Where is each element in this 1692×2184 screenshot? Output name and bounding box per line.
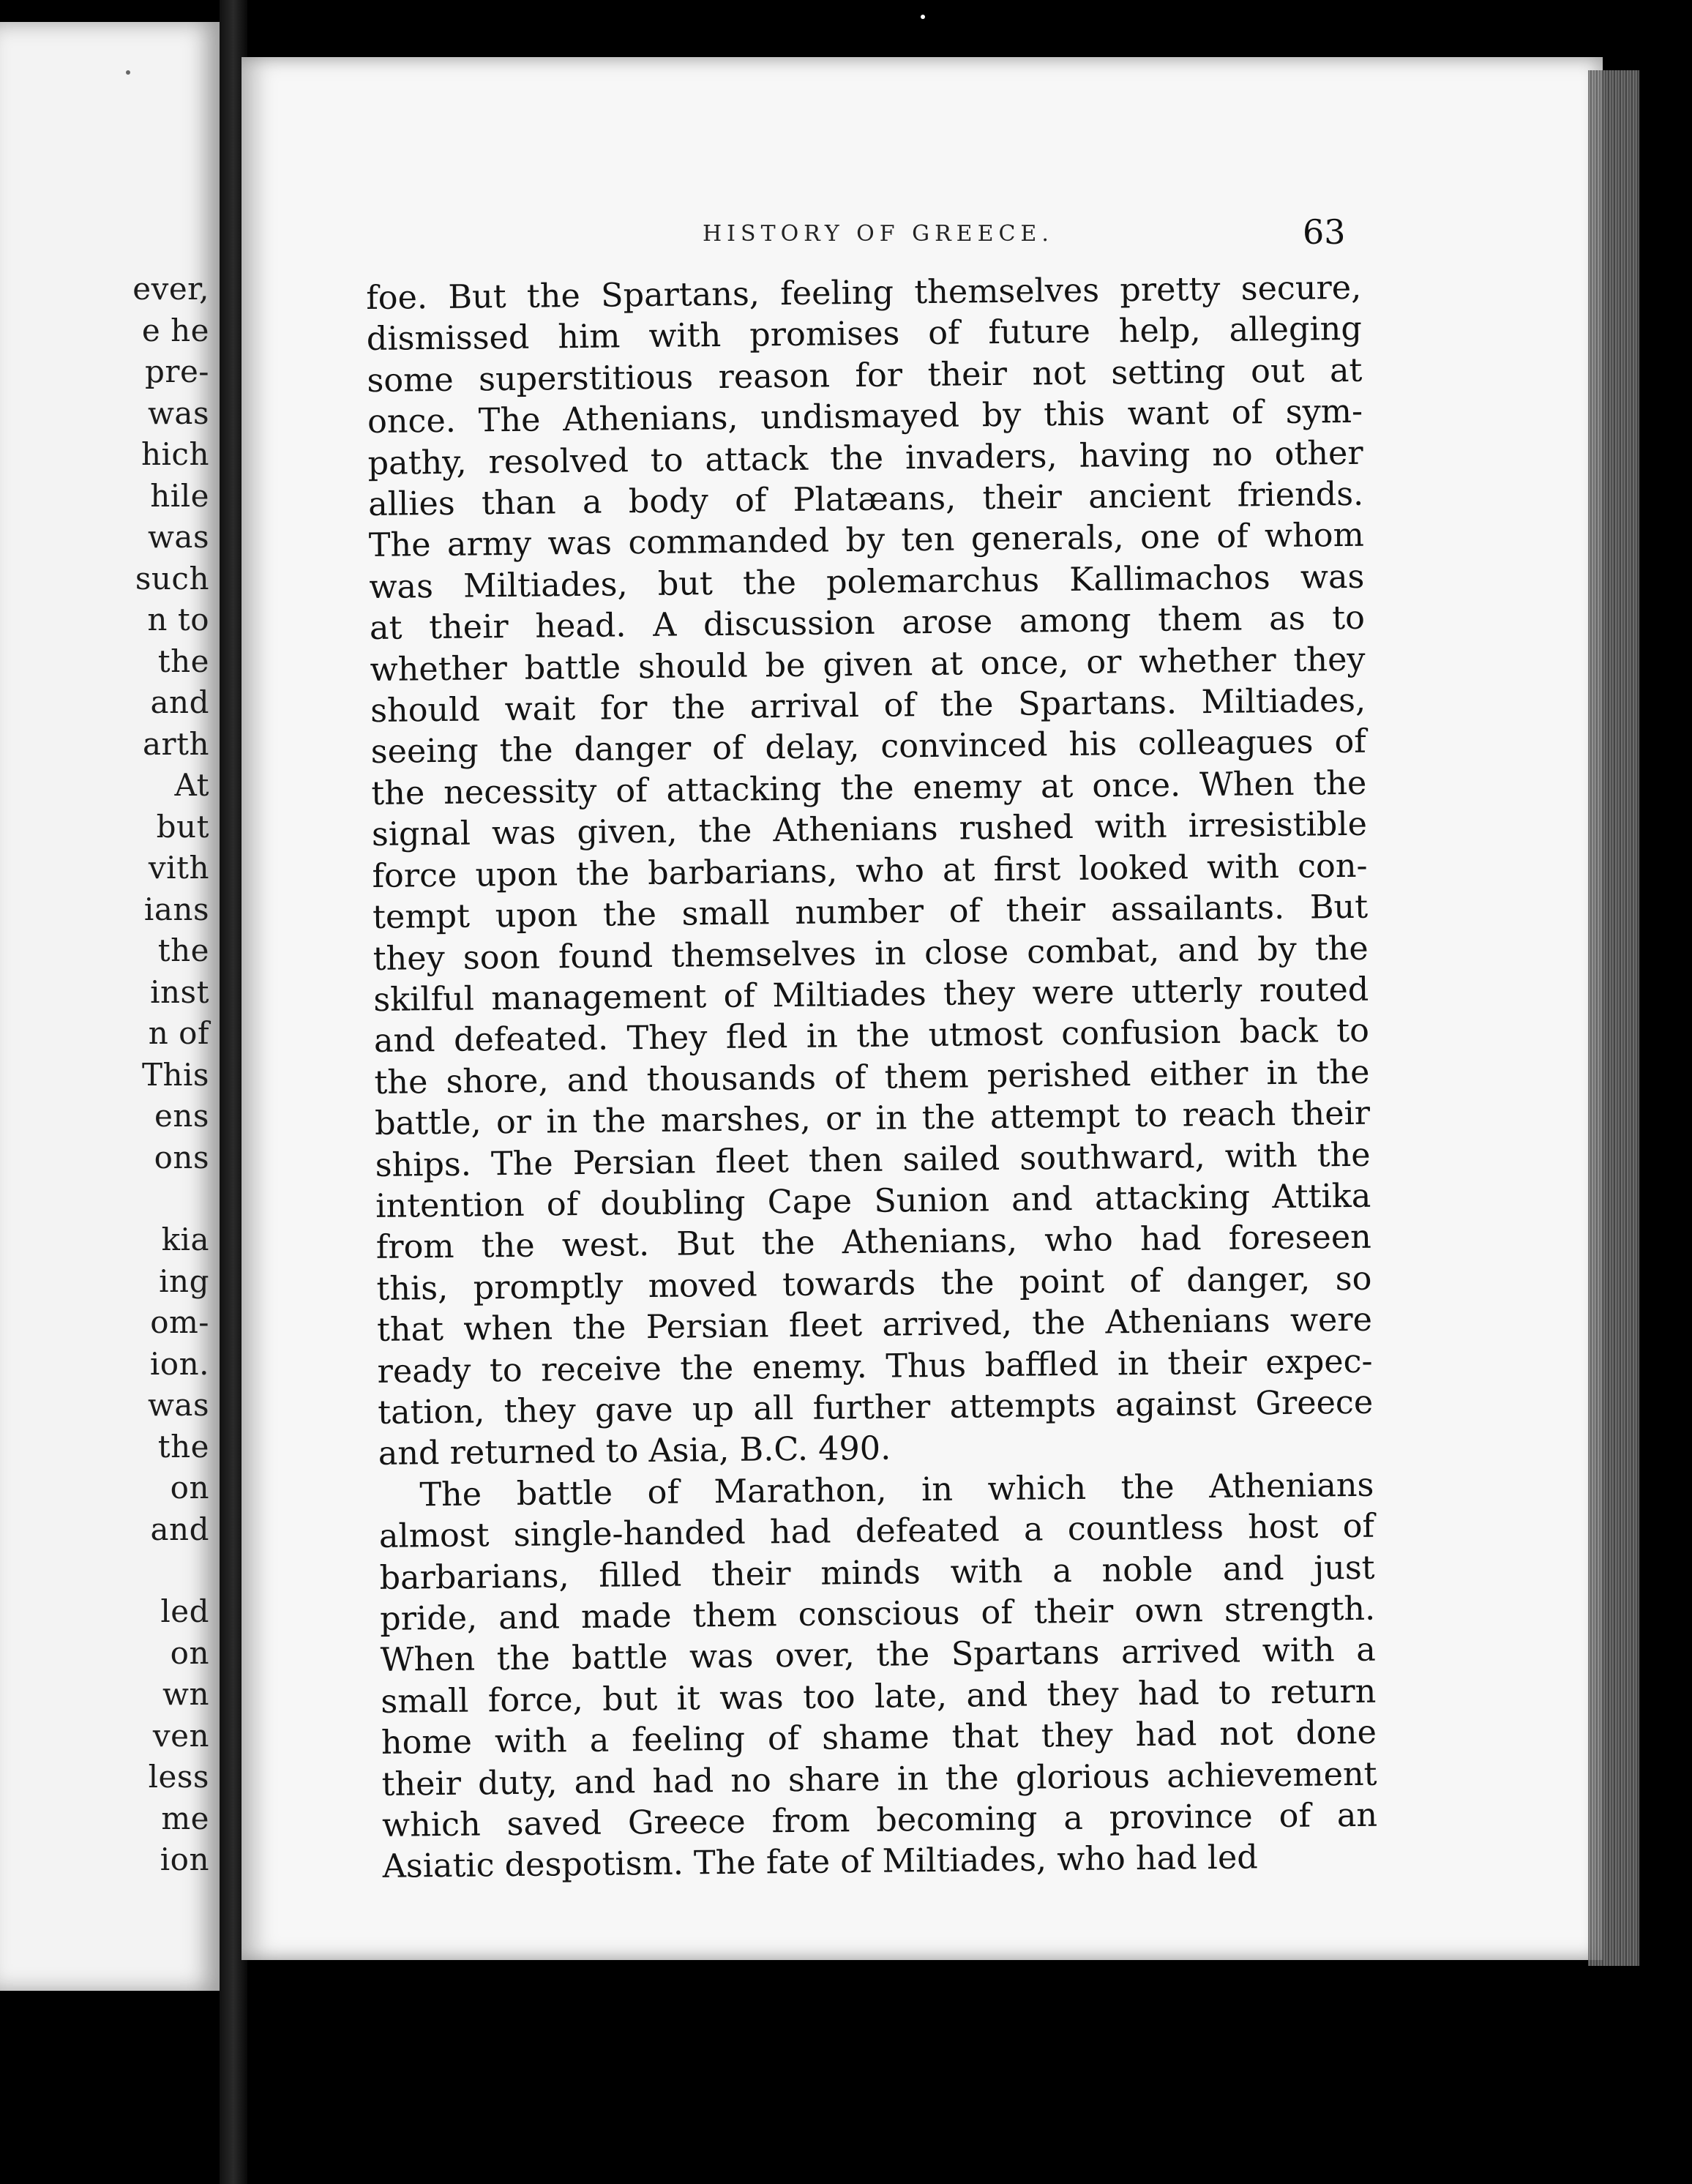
left-page-fragment: led — [160, 1593, 209, 1629]
left-page-fragment: pre- — [144, 354, 209, 389]
text-line: from the west. But the Athenians, who had foreseen — [375, 1219, 1372, 1267]
text-line: was Miltiades, but the polemarchus Kallimachos was — [369, 558, 1365, 606]
left-page-fragment: but — [156, 808, 209, 845]
body-text — [366, 268, 1378, 1888]
left-page-fragment: kia — [161, 1222, 209, 1257]
left-page-fragment: hile — [150, 477, 209, 514]
left-page-fragment: ven — [152, 1717, 209, 1754]
text-line: allies than a body of Platæans, their ancient friends. — [367, 475, 1364, 524]
text-line: ready to receive the enemy. Thus baffled in their expec- — [377, 1342, 1373, 1391]
text-line: tempt upon the small number of their assailants. But — [372, 888, 1369, 937]
text-line: should wait for the arrival of the Spartans. Miltiades, — [370, 681, 1366, 730]
text-line: the necessity of attacking the enemy at once. When the — [371, 764, 1367, 812]
text-line: intention of doubling Cape Sunion and attacking Attika — [375, 1177, 1371, 1225]
left-page-fragment: ion — [160, 1841, 209, 1877]
left-page-fragment: the — [157, 643, 209, 679]
left-page-fragment: This — [141, 1056, 209, 1093]
left-page-fragment: and — [150, 1511, 209, 1547]
text-line: once. The Athenians, undismayed by this want of sym- — [367, 392, 1363, 441]
text-line: pathy, resolved to attack the invaders, having no other — [367, 434, 1363, 482]
left-page-fragment: om- — [150, 1304, 209, 1340]
text-line: their duty, and had no share in the glorious achievement — [381, 1755, 1377, 1803]
scan-speck — [921, 15, 925, 19]
left-page-fragment: on — [170, 1470, 209, 1506]
text-line: almost single-handed had defeated a countless host of — [378, 1507, 1375, 1556]
text-line: skilful management of Miltiades they were utterly routed — [373, 971, 1369, 1019]
text-line: that when the Persian fleet arrived, the Athenians were — [376, 1301, 1373, 1350]
text-line: the shore, and thousands of them perished either in the — [374, 1053, 1370, 1102]
left-page-fragment: At — [174, 767, 209, 803]
left-page-fragment: the — [157, 932, 209, 968]
left-page-fragment: was — [147, 394, 209, 431]
text-line: dismissed him with promises of future help, alleging — [366, 310, 1363, 359]
text-line: battle, or in the marshes, or in the attempt to reach their — [374, 1094, 1371, 1143]
left-page-fragment: n of — [148, 1015, 209, 1051]
text-line: pride, and made them conscious of their own strength. — [379, 1590, 1376, 1638]
left-page-fragment: less — [148, 1759, 209, 1795]
text-line: foe. But the Spartans, feeling themselves pretty secure, — [366, 269, 1362, 317]
left-page-fragment: e he — [141, 312, 209, 348]
text-line: at their head. A discussion arose among them as to — [369, 599, 1366, 648]
text-line: which saved Greece from becoming a province of an — [381, 1796, 1378, 1844]
page-number: 63 — [1303, 212, 1346, 252]
text-line: tation, they gave up all further attempts against Greece — [377, 1383, 1374, 1432]
text-line: When the battle was over, the Spartans arrived with a — [380, 1631, 1376, 1680]
left-page-fragment: such — [135, 560, 209, 597]
text-line: whether battle should be given at once, or whether they — [370, 640, 1366, 689]
left-page-fragment: was — [147, 1387, 209, 1423]
left-page-fragment: ons — [154, 1139, 209, 1175]
text-line: ships. The Persian fleet then sailed southward, with the — [375, 1136, 1371, 1184]
left-page-fragment: was — [147, 519, 209, 555]
text-line: signal was given, the Athenians rushed with irresistible — [371, 805, 1368, 854]
left-page-fragment: ing — [159, 1263, 209, 1299]
text-line: and returned to Asia, B.C. 490. — [378, 1429, 891, 1473]
left-page-fragment: inst — [150, 973, 209, 1010]
left-page-fragment: ens — [154, 1098, 209, 1134]
text-line: small force, but it was too late, and they had to return — [381, 1672, 1377, 1721]
left-page-fragment: me — [161, 1800, 209, 1836]
text-line: seeing the danger of delay, convinced his colleagues of — [370, 723, 1366, 771]
left-page-fragment: n to — [147, 602, 209, 637]
left-page-fragment: the — [157, 1428, 209, 1465]
page-edges — [1588, 70, 1639, 1966]
text-line: force upon the barbarians, who at first looked with con- — [372, 847, 1368, 895]
scan-speck — [126, 70, 130, 75]
left-page-fragment: and — [150, 684, 209, 720]
left-facing-page — [0, 22, 220, 1991]
text-line: they soon found themselves in close combat, and by the — [373, 930, 1369, 978]
text-line: The army was commanded by ten generals, one of whom — [368, 517, 1365, 565]
text-line: some superstitious reason for their not setting out at — [367, 351, 1363, 400]
text-line: this, promptly moved towards the point of danger, so — [376, 1260, 1372, 1308]
text-line: Asiatic despotism. The fate of Miltiades, who had led — [382, 1839, 1259, 1886]
text-line: The battle of Marathon, in which the Athenians — [419, 1466, 1374, 1514]
text-line: home with a feeling of shame that they had not done — [381, 1713, 1377, 1762]
running-title: HISTORY OF GREECE. — [703, 221, 1054, 247]
left-page-fragment: vith — [148, 850, 209, 886]
left-page-fragment: arth — [142, 725, 209, 762]
text-line: barbarians, filled their minds with a noble and just — [379, 1549, 1375, 1597]
left-page-fragment: ion. — [149, 1345, 209, 1382]
left-page-fragment: hich — [141, 436, 209, 472]
left-page-fragment: ever, — [132, 271, 209, 307]
left-page-fragment: wn — [162, 1676, 209, 1712]
left-page-fragment: ians — [143, 891, 209, 927]
text-line: and defeated. They fled in the utmost confusion back to — [373, 1012, 1370, 1061]
left-page-fragment: on — [170, 1634, 209, 1671]
